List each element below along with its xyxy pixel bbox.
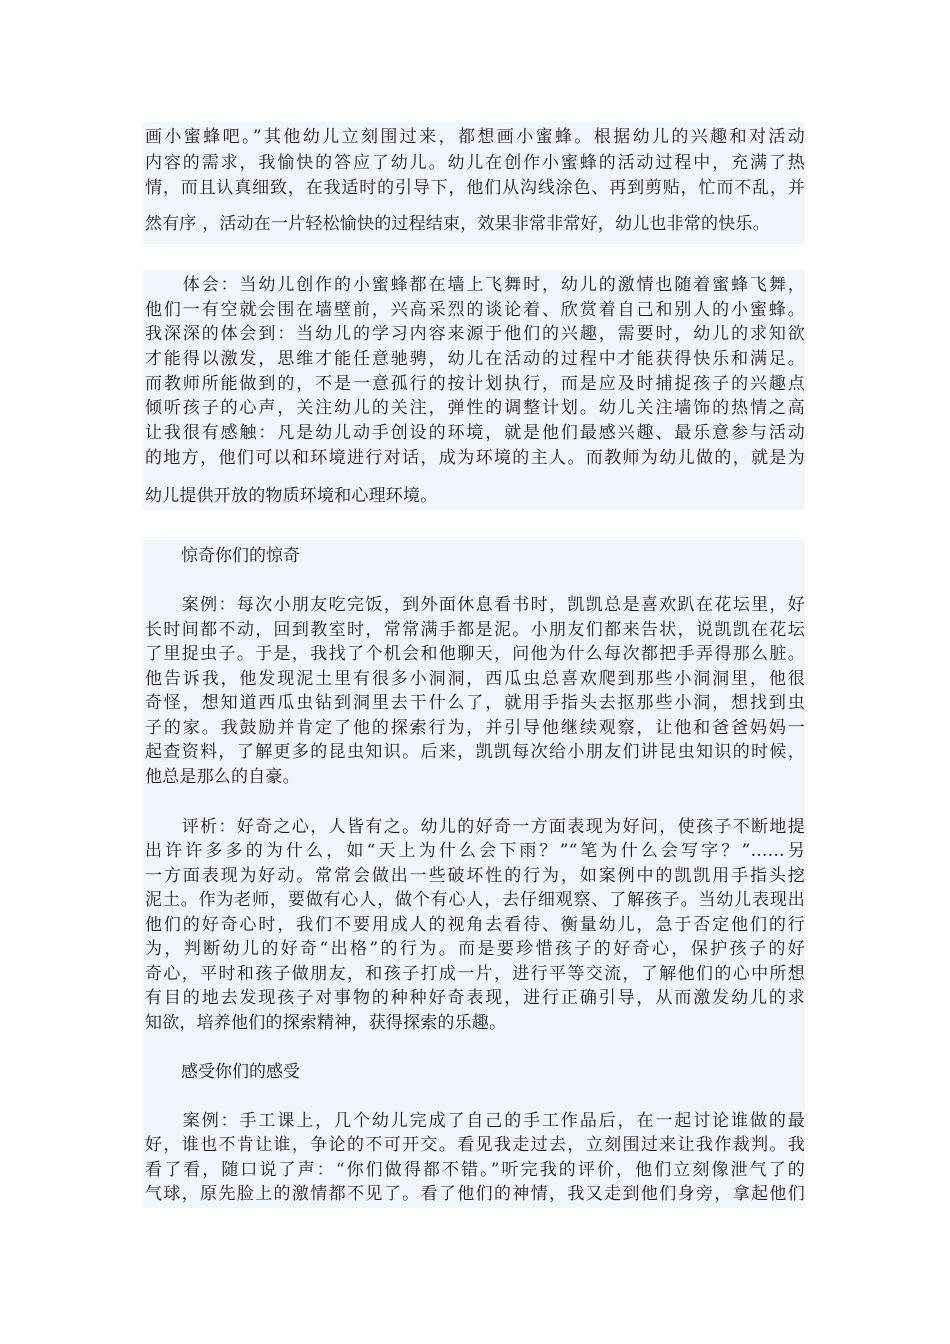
text-line: 为，判断幼儿的好奇“出格”的行为。而是要珍惜孩子的好奇心，保护孩子的好 xyxy=(145,939,805,959)
text-line: 了里捉虫子。于是，我找了个机会和他聊天，问他为什么每次都把手弄得那么脏。 xyxy=(145,644,805,664)
text-line: 长时间都不动，回到教室时，常常满手都是泥。小朋友们都来告状，说凯凯在花坛 xyxy=(145,620,805,640)
text-line: 才能得以激发，思维才能任意驰骋，幼儿在活动的过程中才能获得快乐和满足。 xyxy=(145,349,805,369)
text-line: 幼儿提供开放的物质环境和心理环境。 xyxy=(145,486,438,506)
text-line: 奇怪，想知道西瓜虫钻到洞里去干什么了，就用手指头去抠那些小洞，想找到虫 xyxy=(145,693,805,713)
text-line: 的地方，他们可以和环境进行对话，成为环境的主人。而教师为幼儿做的，就是为 xyxy=(145,448,805,468)
text-line: 好，谁也不肯让谁，争论的不可开交。看见我走过去，立刻围过来让我作裁判。我 xyxy=(145,1135,805,1155)
text-line: 内容的需求，我愉快的答应了幼儿。幼儿在创作小蜜蜂的活动过程中，充满了热 xyxy=(145,153,805,173)
text-line: 有目的地去发现孩子对事物的种种好奇表现，进行正确引导，从而激发幼儿的求 xyxy=(145,988,805,1008)
text-line: 子的家。我鼓励并肯定了他的探索行为，并引导他继续观察，让他和爸爸妈妈一 xyxy=(145,718,805,738)
text-line: 知欲，培养他们的探索精神，获得探索的乐趣。 xyxy=(145,1013,507,1033)
text-line: 一方面表现为好动。常常会做出一些破坏性的行为，如案例中的凯凯用手指头挖 xyxy=(145,866,805,886)
text-line: 评析：好奇之心，人皆有之。幼儿的好奇一方面表现为好问，使孩子不断地提 xyxy=(145,817,805,837)
text-line: 让我很有感触：凡是幼儿动手创设的环境，就是他们最感兴趣、最乐意参与活动 xyxy=(145,423,805,443)
text-line: 倾听孩子的心声，关注幼儿的关注，弹性的调整计划。幼儿关注墙饰的热情之高 xyxy=(145,398,805,418)
text-line: 起查资料，了解更多的昆虫知识。后来，凯凯每次给小朋友们讲昆虫知识的时候， xyxy=(145,742,805,762)
text-line: 看了看，随口说了声：“你们做得都不错。”听完我的评价，他们立刻像泄气了的 xyxy=(145,1160,805,1180)
text-line: 画小蜜蜂吧。”其他幼儿立刻围过来，都想画小蜜蜂。根据幼儿的兴趣和对活动 xyxy=(145,127,805,147)
text-line: 案例：手工课上，几个幼儿完成了自己的手工作品后，在一起讨论谁做的最 xyxy=(145,1111,805,1131)
section-heading: 惊奇你们的惊奇 xyxy=(181,546,300,566)
text-line: 案例：每次小朋友吃完饭，到外面休息看书时，凯凯总是喜欢趴在花坛里，好 xyxy=(145,595,805,615)
text-line: 而教师所能做到的，不是一意孤行的按计划执行，而是应及时捕捉孩子的兴趣点 xyxy=(145,374,805,394)
text-line: 他们的好奇心时，我们不要用成人的视角去看待、衡量幼儿，急于否定他们的行 xyxy=(145,915,805,935)
text-line: 他们一有空就会围在墙壁前，兴高采烈的谈论着、欣赏着自己和别人的小蜜蜂。 xyxy=(145,300,805,320)
text-line: 奇心，平时和孩子做朋友，和孩子打成一片，进行平等交流，了解他们的心中所想 xyxy=(145,964,805,984)
text-line: 泥土。作为老师，要做有心人，做个有心人，去仔细观察、了解孩子。当幼儿表现出 xyxy=(145,890,805,910)
section-heading: 感受你们的感受 xyxy=(181,1062,300,1082)
text-line: 气球，原先脸上的激情都不见了。看了他们的神情，我又走到他们身旁，拿起他们 xyxy=(145,1184,805,1204)
text-line: 体会：当幼儿创作的小蜜蜂都在墙上飞舞时，幼儿的激情也随着蜜蜂飞舞， xyxy=(145,275,805,295)
text-line: 然有序 ，活动在一片轻松愉快的过程结束，效果非常非常好，幼儿也非常的快乐。 xyxy=(145,214,770,234)
text-line: 情，而且认真细致，在我适时的引导下，他们从沟线涂色、再到剪贴，忙而不乱，并 xyxy=(145,178,805,198)
text-line: 他告诉我，他发现泥土里有很多小洞洞，西瓜虫总喜欢爬到那些小洞洞里，他很 xyxy=(145,669,805,689)
text-line: 出许许多多的为什么，如“天上为什么会下雨？”“笔为什么会写字？”……另 xyxy=(145,841,805,861)
text-line: 我深深的体会到：当幼儿的学习内容来源于他们的兴趣，需要时，幼儿的求知欲 xyxy=(145,324,805,344)
text-line: 他总是那么的自豪。 xyxy=(145,767,300,787)
